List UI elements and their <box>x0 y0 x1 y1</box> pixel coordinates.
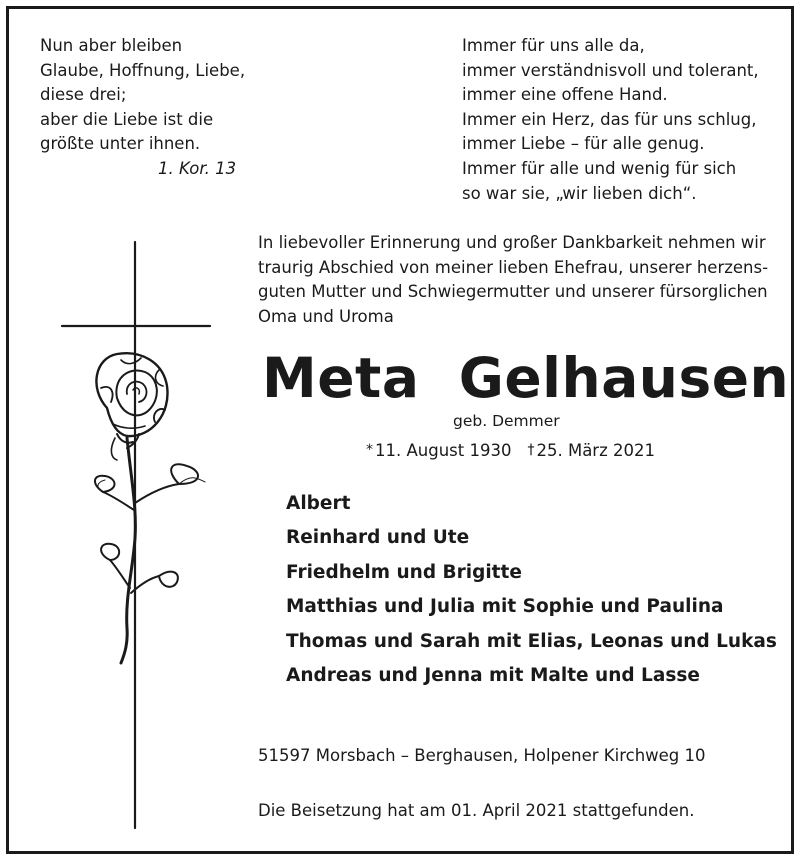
mourner-entry: Reinhard und Ute <box>286 527 470 549</box>
verse-line: Nun aber bleiben <box>40 36 183 55</box>
mourner-entry: Matthias und Julia mit Sophie und Paulina <box>286 596 724 618</box>
bible-verse <box>40 34 245 182</box>
verse-line: diese drei; <box>40 85 127 105</box>
maiden-name: geb. Demmer <box>453 412 560 430</box>
poem-line: so war sie, „wir lieben dich“. <box>462 183 697 203</box>
poem-line: Immer ein Herz, das für uns schlug, <box>462 109 757 129</box>
cross-with-rose-icon <box>55 238 225 838</box>
mourner-entry: Albert <box>286 493 351 514</box>
intro-line: guten Mutter und Schwiegermutter und unserer fürsorglichen <box>258 282 768 302</box>
address: 51597 Morsbach – Berghausen, Holpener Kirchweg 10 <box>258 746 706 765</box>
death-date: 25. März 2021 <box>536 441 655 460</box>
intro-line: traurig Abschied von meiner lieben Ehefrau, unserer herzens- <box>258 257 769 277</box>
birth-date: 11. August 1930 <box>375 441 512 460</box>
birth-star-icon: * <box>366 442 373 458</box>
death-cross-icon: † <box>527 442 535 458</box>
mourner-entry: Friedhelm und Brigitte <box>286 561 522 583</box>
poem-line: Immer für alle und wenig für sich <box>462 158 737 178</box>
intro-line: In liebevoller Erinnerung und großer Dankbarkeit nehmen wir <box>258 233 766 252</box>
memorial-poem <box>462 34 759 206</box>
verse-line: aber die Liebe ist die <box>40 109 214 129</box>
mourner-entry: Thomas und Sarah mit Elias, Leonas und Lukas <box>286 630 777 652</box>
burial-note: Die Beisetzung hat am 01. April 2021 stattgefunden. <box>258 801 695 820</box>
life-dates <box>366 441 655 460</box>
mourner-entry: Andreas und Jenna mit Malte und Lasse <box>286 664 700 686</box>
poem-line: Immer für uns alle da, <box>462 36 645 55</box>
poem-line: immer verständnisvoll und tolerant, <box>462 60 759 80</box>
mourners-list <box>286 487 777 693</box>
verse-line: Glaube, Hoffnung, Liebe, <box>40 60 246 80</box>
poem-line: immer eine offene Hand. <box>462 85 668 105</box>
poem-line: immer Liebe – für alle genug. <box>462 134 705 154</box>
intro-line: Oma und Uroma <box>258 306 394 326</box>
verse-reference: 1. Kor. 13 <box>158 158 237 178</box>
intro-text <box>258 231 778 329</box>
deceased-name: Meta Gelhausen <box>262 346 790 410</box>
verse-line: größte unter ihnen. <box>40 134 201 154</box>
